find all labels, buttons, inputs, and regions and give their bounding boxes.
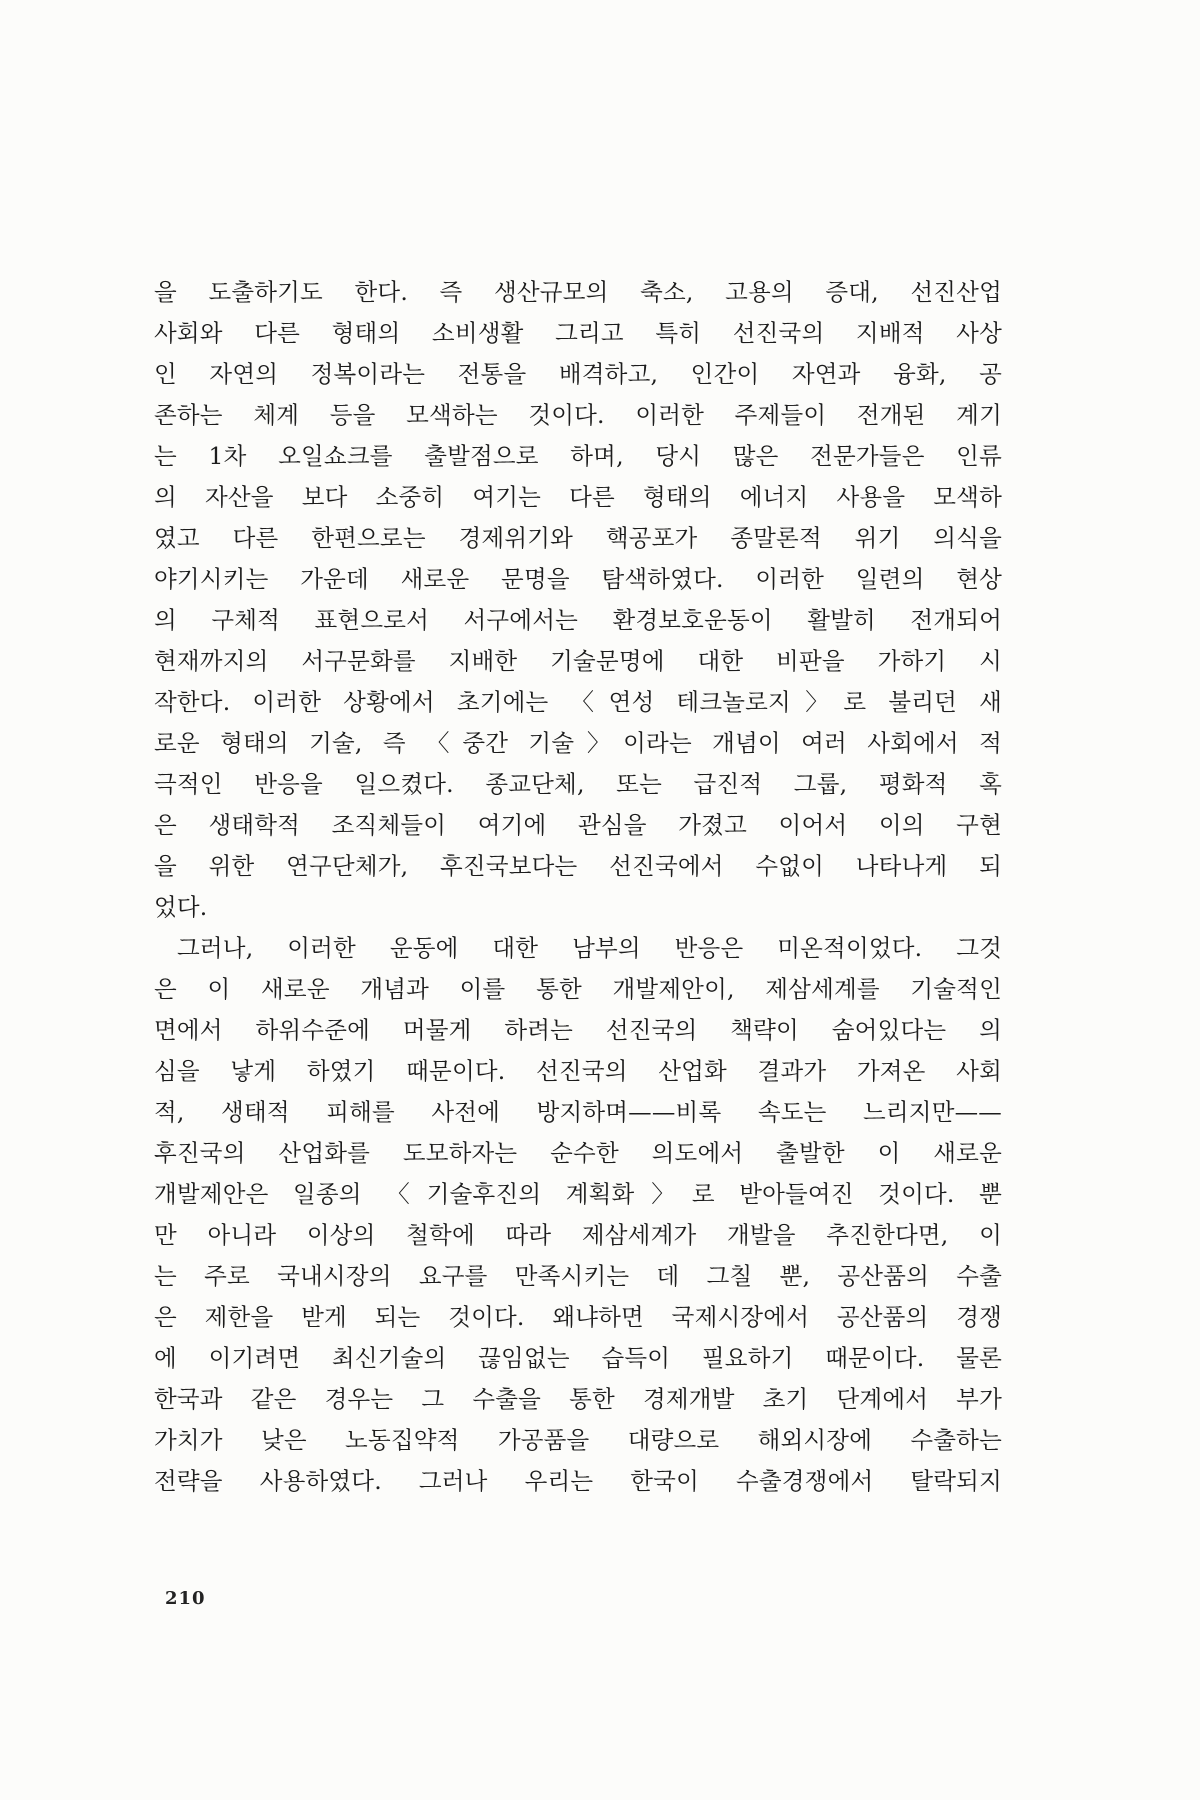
text-line: 면에서 하위수준에 머물게 하려는 선진국의 책략이 숨어있다는 의 (154, 1016, 1002, 1044)
page-number: 210 (165, 1588, 206, 1609)
text-line: 야기시키는 가운데 새로운 문명을 탐색하였다. 이러한 일련의 현상 (154, 565, 1002, 593)
text-line: 극적인 반응을 일으켰다. 종교단체, 또는 급진적 그룹, 평화적 혹 (154, 770, 1002, 798)
text-line: 만 아니라 이상의 철학에 따라 제삼세계가 개발을 추진한다면, 이 (154, 1221, 1002, 1249)
text-line: 그러나, 이러한 운동에 대한 남부의 반응은 미온적이었다. 그것 (177, 934, 1002, 962)
text-line: 의 자산을 보다 소중히 여기는 다른 형태의 에너지 사용을 모색하 (154, 483, 1002, 511)
text-line: 은 이 새로운 개념과 이를 통한 개발제안이, 제삼세계를 기술적인 (154, 975, 1002, 1003)
text-line: 존하는 체계 등을 모색하는 것이다. 이러한 주제들이 전개된 계기 (154, 401, 1002, 429)
text-line: 후진국의 산업화를 도모하자는 순수한 의도에서 출발한 이 새로운 (154, 1139, 1002, 1167)
text-line: 사회와 다른 형태의 소비생활 그리고 특히 선진국의 지배적 사상 (154, 319, 1002, 347)
text-line: 개발제안은 일종의 〈기술후진의 계획화〉로 받아들여진 것이다. 뿐 (154, 1180, 1002, 1208)
text-line: 한국과 같은 경우는 그 수출을 통한 경제개발 초기 단계에서 부가 (154, 1385, 1002, 1413)
text-line: 의 구체적 표현으로서 서구에서는 환경보호운동이 활발히 전개되어 (154, 606, 1002, 634)
text-line: 심을 낳게 하였기 때문이다. 선진국의 산업화 결과가 가져온 사회 (154, 1057, 1002, 1085)
text-line: 을 위한 연구단체가, 후진국보다는 선진국에서 수없이 나타나게 되 (154, 852, 1002, 880)
text-line: 인 자연의 정복이라는 전통을 배격하고, 인간이 자연과 융화, 공 (154, 360, 1002, 388)
text-line: 을 도출하기도 한다. 즉 생산규모의 축소, 고용의 증대, 선진산업 (154, 278, 1002, 306)
text-line: 는 1차 오일쇼크를 출발점으로 하며, 당시 많은 전문가들은 인류 (154, 442, 1002, 470)
text-line: 은 생태학적 조직체들이 여기에 관심을 가졌고 이어서 이의 구현 (154, 811, 1002, 839)
text-line: 현재까지의 서구문화를 지배한 기술문명에 대한 비판을 가하기 시 (154, 647, 1002, 675)
text-line: 은 제한을 받게 되는 것이다. 왜냐하면 국제시장에서 공산품의 경쟁 (154, 1303, 1002, 1331)
text-line: 에 이기려면 최신기술의 끊임없는 습득이 필요하기 때문이다. 물론 (154, 1344, 1002, 1372)
text-line: 작한다. 이러한 상황에서 초기에는 〈연성 테크놀로지〉로 불리던 새 (154, 688, 1002, 716)
paragraph-2 (154, 928, 1002, 1502)
body-text (154, 272, 1002, 1502)
text-line: 적, 생태적 피해를 사전에 방지하며——비록 속도는 느리지만—— (154, 1098, 1002, 1126)
text-line: 는 주로 국내시장의 요구를 만족시키는 데 그칠 뿐, 공산품의 수출 (154, 1262, 1002, 1290)
text-line: 였고 다른 한편으로는 경제위기와 핵공포가 종말론적 위기 의식을 (154, 524, 1002, 552)
text-line: 었다. (154, 893, 208, 921)
text-line: 가치가 낮은 노동집약적 가공품을 대량으로 해외시장에 수출하는 (154, 1426, 1002, 1454)
text-line: 로운 형태의 기술, 즉 〈중간 기술〉이라는 개념이 여러 사회에서 적 (154, 729, 1002, 757)
text-line: 전략을 사용하였다. 그러나 우리는 한국이 수출경쟁에서 탈락되지 (154, 1467, 1002, 1495)
paragraph-1 (154, 272, 1002, 928)
